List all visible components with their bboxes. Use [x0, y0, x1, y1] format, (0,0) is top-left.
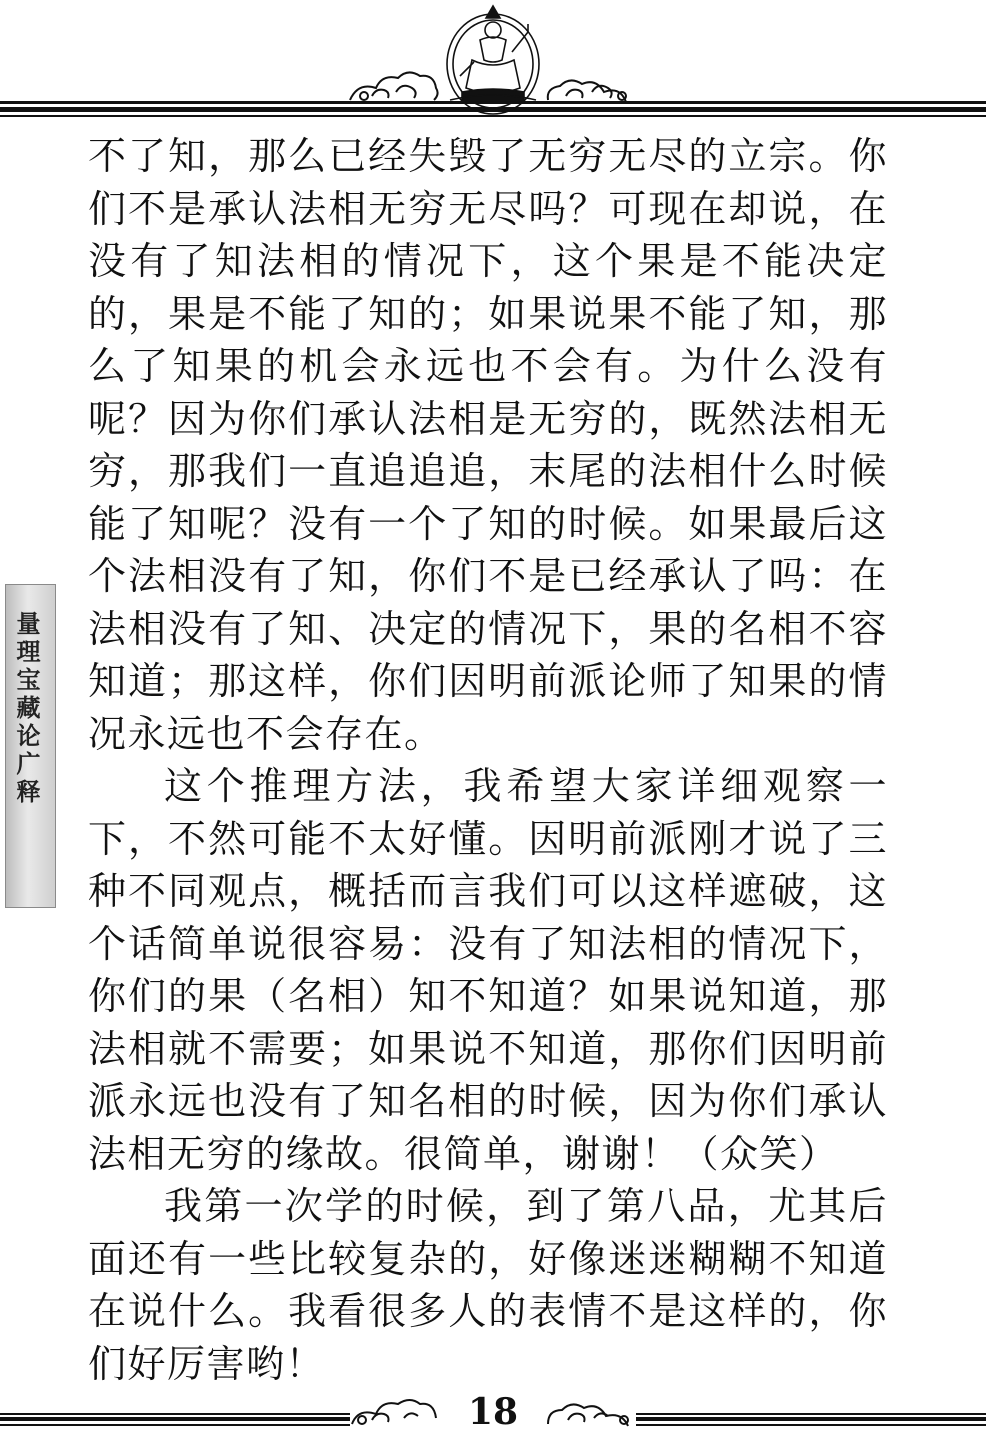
paragraph-3: 我第一次学的时候，到了第八品，尤其后面还有一些比较复杂的，好像迷迷糊糊不知道在说什么。我看很多人的表情不是这样的，你们好厉害哟！ [88, 1184, 888, 1386]
page-header [0, 0, 986, 125]
footer-cloud-right-icon [548, 1404, 628, 1426]
footer-cloud-left-icon [352, 1400, 436, 1424]
body-text [88, 130, 888, 1390]
deity-figure-icon [447, 6, 539, 114]
side-tab-title: 量理宝藏论广释 [12, 611, 41, 807]
page-footer [0, 1380, 986, 1443]
side-tab [5, 584, 56, 908]
cloud-left-icon [350, 72, 438, 100]
cloud-right-icon [548, 80, 626, 102]
paragraph-1: 不了知，那么已经失毁了无穷无尽的立宗。你们不是承认法相无穷无尽吗？可现在却说，在没有了知法相的情况下，这个果是不能决定的，果是不能了知的；如果说果不能了知，那么了知果的机会永远也不会有。为什么没有呢？因为你们承认法相是无穷的，既然法相无穷，那我们一直追追追，末尾的法相什么时候能了知呢？没有一个了知的时候。如果最后这个法相没有了知，你们不是已经承认了吗：在法相没有了知、决定的情况下，果的名相不容知道；那这样，你们因明前派论师了知果的情况永远也不会存在。 [88, 134, 888, 756]
page-number: 18 [467, 1391, 519, 1433]
paragraph-2: 这个推理方法，我希望大家详细观察一下，不然可能不太好懂。因明前派刚才说了三种不同观点，概括而言我们可以这样遮破，这个话简单说很容易：没有了知法相的情况下，你们的果（名相）知不知道？如果说知道，那法相就不需要；如果说不知道，那你们因明前派永远也没有了知名相的时候，因为你们承认法相无穷的缘故。很简单，谢谢！（众笑） [88, 764, 888, 1176]
header-ornament [0, 0, 986, 125]
